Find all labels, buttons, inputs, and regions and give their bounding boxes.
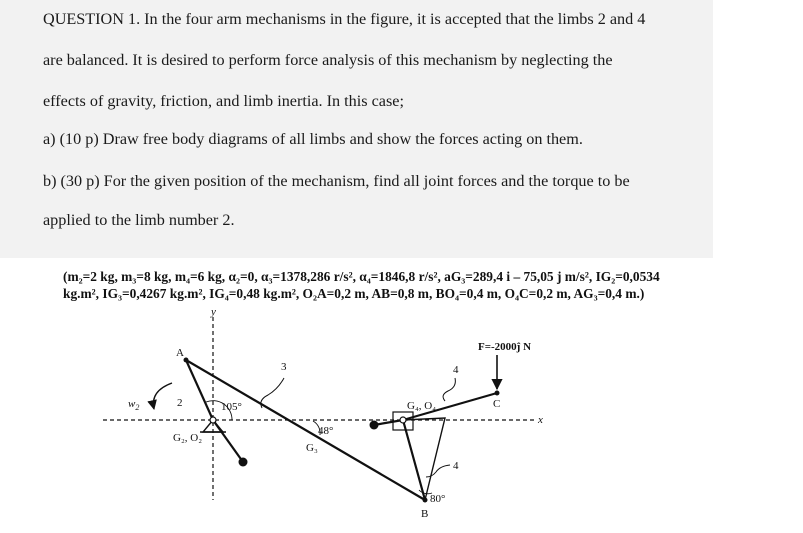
g3-label: G₃ xyxy=(306,442,318,454)
point-b-label: B xyxy=(421,508,429,520)
x-axis-label: x xyxy=(538,414,543,426)
part-a: a) (10 p) Draw free body diagrams of all limbs and show the forces acting on them. xyxy=(43,130,583,148)
link-4-bottom-leader xyxy=(426,465,450,477)
given-line-2: kg.m², IG₃=0,4267 kg.m², IG₄=0,48 kg.m², O₂A=0,2 m, AB=0,8 m, BO₄=0,4 m, O₄C=0,2 m, AG₃=0,4 m.) xyxy=(63,286,645,301)
omega-2-arrow xyxy=(153,383,172,409)
omega-2-label xyxy=(128,398,139,412)
angle-80-label: 80° xyxy=(430,493,446,505)
link-4-top-leader xyxy=(443,378,455,401)
joint-o4 xyxy=(400,417,406,423)
question-line-3: effects of gravity, friction, and limb inertia. In this case; xyxy=(43,92,404,110)
joint-c xyxy=(495,391,500,396)
question-panel xyxy=(0,0,713,258)
y-axis-label: y xyxy=(211,306,216,318)
force-f-label: F=-2000ĵ N xyxy=(478,341,532,353)
given-line-1: (m₂=2 kg, m₃=8 kg, m₄=6 kg, α₂=0, α₃=1378,286 r/s², α₄=1846,8 r/s², aG₃=289,4 i – 75,05 j m/s², IG₂=0,0534 xyxy=(63,269,660,284)
counterweight-2 xyxy=(239,458,248,467)
link-3-label: 3 xyxy=(281,361,287,373)
angle-48-label: 48° xyxy=(318,425,334,437)
question-line-1: QUESTION 1. In the four arm mechanisms in the figure, it is accepted that the limbs 2 and 4 xyxy=(43,10,646,28)
angle-105-label: 105° xyxy=(221,401,242,413)
omega-subscript: 2 xyxy=(135,403,140,412)
link-2-label: 2 xyxy=(177,397,183,409)
omega-symbol: w xyxy=(128,398,136,410)
joint-a xyxy=(184,358,189,363)
given-data xyxy=(63,268,803,302)
joint-b xyxy=(423,498,428,503)
point-c-label: C xyxy=(493,398,501,410)
part-b: b) (30 p) For the given position of the mechanism, find all joint forces and the torque to be xyxy=(43,172,630,190)
link-4-bottom-label: 4 xyxy=(453,460,459,472)
counterweight-4 xyxy=(370,421,379,430)
link-3-leader xyxy=(261,378,284,408)
point-a-label: A xyxy=(176,347,184,359)
ground-4-label: G₄, O₄ xyxy=(407,400,437,412)
link-4-top-label: 4 xyxy=(453,364,459,376)
question-line-6: applied to the limb number 2. xyxy=(43,211,235,229)
joint-o2 xyxy=(210,417,216,423)
ground-2-label: G₂, O₂ xyxy=(173,432,203,444)
mechanism-figure xyxy=(0,305,803,533)
question-line-2: are balanced. It is desired to perform force analysis of this mechanism by neglecting the xyxy=(43,51,613,69)
